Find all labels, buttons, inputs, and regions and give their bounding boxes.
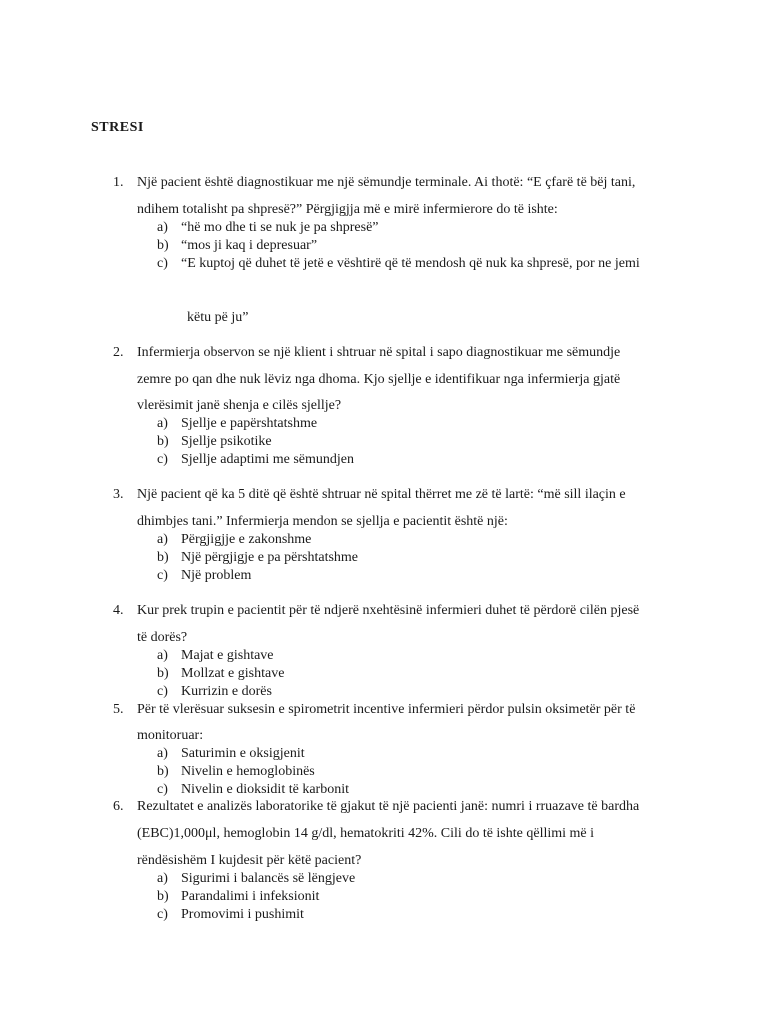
- question-number: 2.: [113, 345, 124, 360]
- option-letter: b): [157, 238, 169, 253]
- question-text-line: ndihem totalisht pa shpresë?” Përgjigjja më e mirë infermierore do të ishte:: [137, 202, 558, 217]
- option-text: Një problem: [181, 568, 252, 583]
- option-letter: c): [157, 568, 168, 583]
- option-letter: c): [157, 684, 168, 699]
- option-text: Nivelin e hemoglobinës: [181, 764, 315, 779]
- question-text-line: Infermierja observon se një klient i shtruar në spital i sapo diagnostikuar me sëmundje: [137, 345, 621, 360]
- question-text-line: zemre po qan dhe nuk lëviz nga dhoma. Kjo sjellje e identifikuar nga infermierja gjatë: [137, 372, 621, 387]
- document-title: STRESI: [91, 120, 144, 135]
- question-text-line: Rezultatet e analizës laboratorike të gjakut të një pacienti janë: numri i rruazave të bardha: [137, 799, 640, 814]
- option-text: Përgjigjje e zakonshme: [181, 532, 312, 547]
- question-text-line: (EBC)1,000μl, hemoglobin 14 g/dl, hematokriti 42%. Cili do të ishte qëllimi më i: [137, 826, 595, 841]
- question-number: 3.: [113, 487, 124, 502]
- question-number: 1.: [113, 175, 124, 190]
- question-number: 6.: [113, 799, 124, 814]
- option-text: Sjellje e papërshtatshme: [181, 416, 318, 431]
- option-letter: a): [157, 648, 168, 663]
- option-text: Parandalimi i infeksionit: [181, 889, 320, 904]
- option-letter: b): [157, 550, 169, 565]
- question-text-line: rëndësishëm I kujdesit për këtë pacient?: [137, 853, 362, 868]
- option-letter: a): [157, 746, 168, 761]
- question-text-line: Kur prek trupin e pacientit për të ndjerë nxehtësinë infermieri duhet të përdorë cilën pjesë: [137, 603, 640, 618]
- option-letter: a): [157, 532, 168, 547]
- option-text: Promovimi i pushimit: [181, 907, 304, 922]
- option-text: “E kuptoj që duhet të jetë e vështirë që të mendosh që nuk ka shpresë, por ne jemi: [181, 256, 640, 271]
- option-text: “hë mo dhe ti se nuk je pa shpresë”: [181, 220, 379, 235]
- question-text-line: Një pacient që ka 5 ditë që është shtruar në spital thërret me zë të lartë: “më sill ilaçin e: [137, 487, 626, 502]
- option-letter: b): [157, 889, 169, 904]
- option-text: Sigurimi i balancës së lëngjeve: [181, 871, 356, 886]
- option-letter: a): [157, 871, 168, 886]
- option-text: Një përgjigje e pa përshtatshme: [181, 550, 359, 565]
- option-letter: c): [157, 907, 168, 922]
- option-letter: b): [157, 434, 169, 449]
- option-text: Saturimin e oksigjenit: [181, 746, 305, 761]
- option-text-continuation: këtu pë ju”: [187, 310, 249, 325]
- question-text-line: monitoruar:: [137, 728, 204, 743]
- option-text: “mos ji kaq i depresuar”: [181, 238, 318, 253]
- option-letter: a): [157, 220, 168, 235]
- option-text: Majat e gishtave: [181, 648, 274, 663]
- option-letter: c): [157, 782, 168, 797]
- question-text-line: të dorës?: [137, 630, 188, 645]
- option-letter: b): [157, 764, 169, 779]
- option-text: Sjellje adaptimi me sëmundjen: [181, 452, 355, 467]
- question-text-line: vlerësimit janë shenja e cilës sjellje?: [137, 398, 342, 413]
- question-number: 4.: [113, 603, 124, 618]
- question-text-line: Një pacient është diagnostikuar me një sëmundje terminale. Ai thotë: “E çfarë të bëj tani,: [137, 175, 636, 190]
- question-number: 5.: [113, 702, 124, 717]
- option-letter: b): [157, 666, 169, 681]
- option-letter: a): [157, 416, 168, 431]
- option-text: Sjellje psikotike: [181, 434, 272, 449]
- option-letter: c): [157, 452, 168, 467]
- option-text: Mollzat e gishtave: [181, 666, 285, 681]
- option-text: Nivelin e dioksidit të karbonit: [181, 782, 349, 797]
- option-letter: c): [157, 256, 168, 271]
- option-text: Kurrizin e dorës: [181, 684, 272, 699]
- question-text-line: Për të vlerësuar suksesin e spirometrit incentive infermieri përdor pulsin oksimetër për të: [137, 702, 636, 717]
- question-text-line: dhimbjes tani.” Infermierja mendon se sjellja e pacientit është një:: [137, 514, 508, 529]
